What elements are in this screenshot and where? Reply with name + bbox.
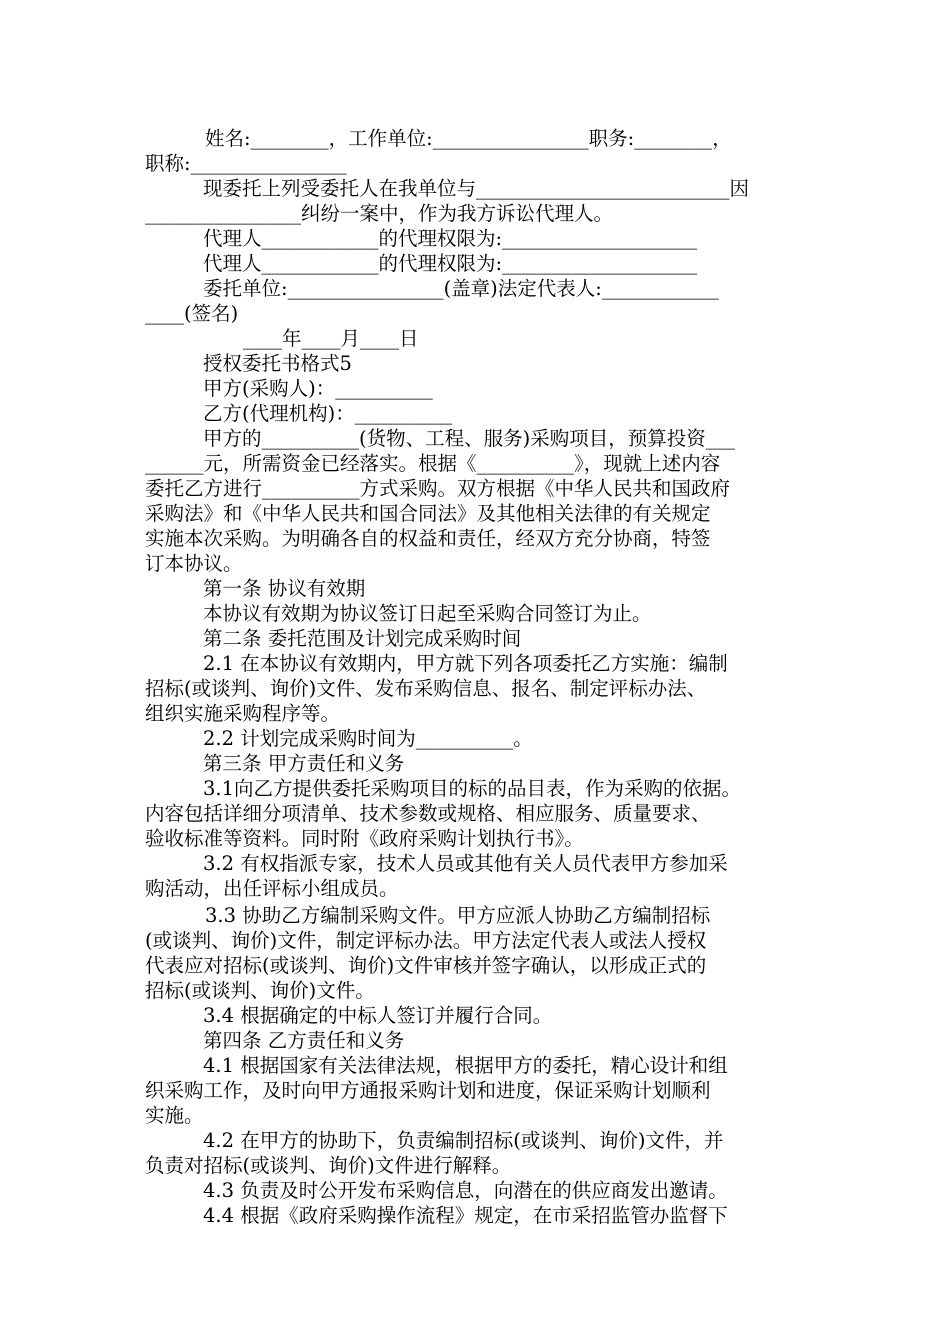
text-line: 甲方(采购人)：__________ — [203, 377, 433, 400]
text-line: 招标(或谈判、询价)文件、发布采购信息、报名、制定评标办法、 — [145, 677, 707, 700]
section-heading: 第四条 乙方责任和义务 — [203, 1029, 405, 1052]
text-line: 代表应对招标(或谈判、询价)文件审核并签字确认，以形成正式的 — [145, 954, 707, 977]
text-line: 订本协议。 — [145, 552, 243, 575]
text-line: 织采购工作，及时向甲方通报采购计划和进度，保证采购计划顺利 — [145, 1079, 711, 1102]
text-line: 现委托上列受委托人在我单位与__________________________因 — [203, 177, 750, 200]
text-line: ____年____月____日 — [243, 327, 419, 350]
text-line: 3.2 有权指派专家，技术人员或其他有关人员代表甲方参加采 — [203, 852, 728, 875]
text-line: 委托单位:________________(盖章)法定代表人:____________ — [203, 277, 719, 300]
text-line: 甲方的__________(货物、工程、服务)采购项目，预算投资___ — [203, 427, 735, 450]
text-line: 采购法》和《中华人民共和国合同法》及其他相关法律的有关规定 — [145, 502, 711, 525]
text-line: 2.2 计划完成采购时间为__________。 — [203, 727, 533, 750]
text-line: 3.1向乙方提供委托采购项目的标的品目表，作为采购的依据。 — [203, 777, 742, 800]
text-line: 本协议有效期为协议签订日起至采购合同签订为止。 — [203, 602, 652, 625]
text-line: 3.4 根据确定的中标人签订并履行合同。 — [203, 1004, 553, 1027]
section-heading: 第二条 委托范围及计划完成采购时间 — [203, 627, 522, 650]
text-line: 乙方(代理机构)：__________ — [203, 402, 453, 425]
text-line: 招标(或谈判、询价)文件。 — [145, 979, 375, 1002]
text-line: 职称:________________ — [145, 152, 347, 175]
text-line: 2.1 在本协议有效期内，甲方就下列各项委托乙方实施：编制 — [203, 652, 728, 675]
text-line: 代理人____________的代理权限为:____________________ — [203, 252, 698, 275]
text-line: (或谈判、询价)文件，制定评标办法。甲方法定代表人或法人授权 — [145, 929, 707, 952]
text-line: 购活动，出任评标小组成员。 — [145, 877, 399, 900]
text-line: 内容包括详细分项清单、技术参数或规格、相应服务、质量要求、 — [145, 802, 711, 825]
text-line: 4.2 在甲方的协助下，负责编制招标(或谈判、询价)文件，并 — [203, 1129, 724, 1152]
text-line: ________________纠纷一案中，作为我方诉讼代理人。 — [145, 202, 614, 225]
text-line: 代理人____________的代理权限为:____________________ — [203, 227, 698, 250]
section-heading: 第一条 协议有效期 — [203, 577, 366, 600]
text-line: 4.4 根据《政府采购操作流程》规定，在市采招监管办监督下 — [203, 1204, 728, 1227]
text-line: 4.3 负责及时公开发布采购信息，向潜在的供应商发出邀请。 — [203, 1179, 728, 1202]
text-line: 组织实施采购程序等。 — [145, 702, 341, 725]
text-line: ______元，所需资金已经落实。根据《__________》，现就上述内容 — [145, 452, 721, 475]
text-line: ____(签名) — [145, 302, 239, 325]
text-line: 4.1 根据国家有关法律法规，根据甲方的委托，精心设计和组 — [203, 1054, 728, 1077]
text-line: 3.3 协助乙方编制采购文件。甲方应派人协助乙方编制招标 — [205, 904, 711, 927]
text-line: 负责对招标(或谈判、询价)文件进行解释。 — [145, 1154, 512, 1177]
text-line: 授权委托书格式5 — [203, 352, 352, 375]
text-line: 委托乙方进行__________方式采购。双方根据《中华人民共和国政府 — [145, 477, 731, 500]
text-line: 姓名:________，工作单位:________________职务:________， — [205, 127, 732, 150]
section-heading: 第三条 甲方责任和义务 — [203, 752, 405, 775]
text-line: 验收标准等资料。同时附《政府采购计划执行书》。 — [145, 827, 584, 850]
text-line: 实施本次采购。为明确各自的权益和责任，经双方充分协商，特签 — [145, 527, 711, 550]
text-line: 实施。 — [145, 1104, 204, 1127]
